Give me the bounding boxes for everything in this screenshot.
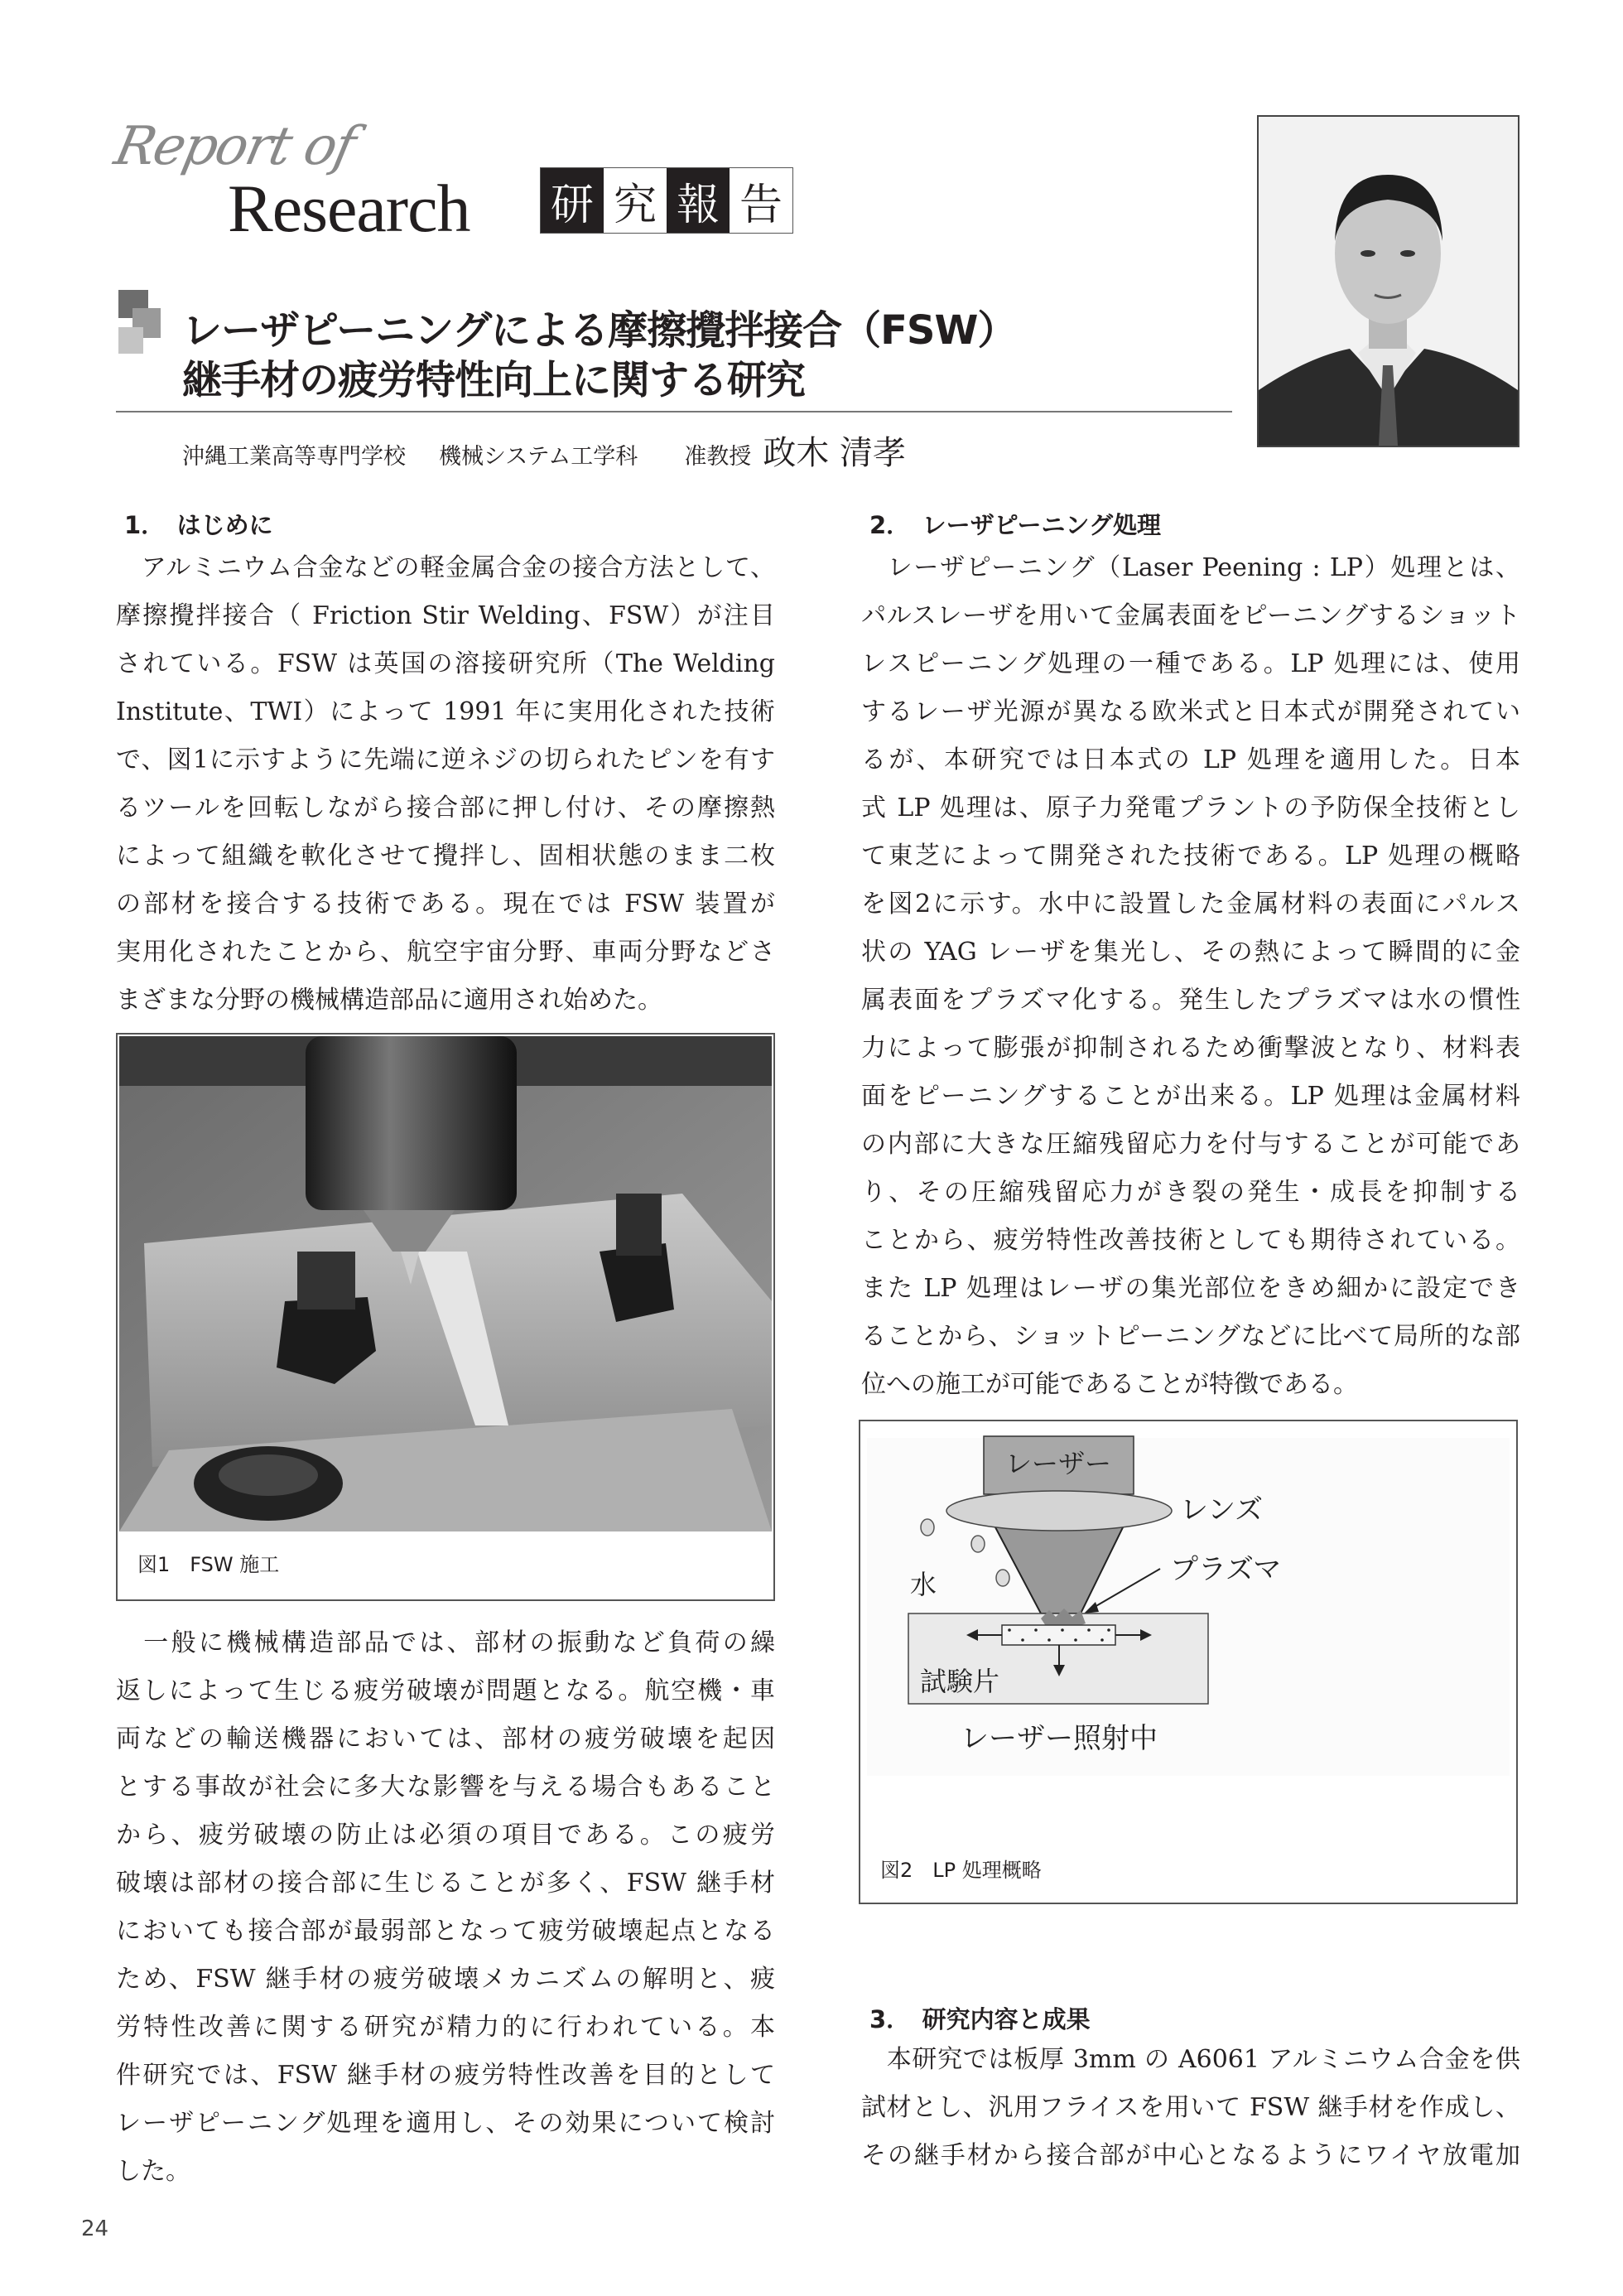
text-line: においても接合部が最弱部となって疲労破壊起点となる [116,1917,775,1946]
text-line: るが、本研究では日本式の LP 処理を適用した。日本 [861,745,1520,774]
school-name: 沖縄工業高等専門学校 [182,444,406,470]
figure-2-caption: 図2 LP 処理概略 [880,1859,1042,1882]
text-line: その継手材から接合部が中心となるようにワイヤ放電加 [861,2141,1520,2170]
text-line: ため、FSW 継手材の疲労破壊メカニズムの解明と、疲 [116,1965,775,1994]
text-line: また LP 処理はレーザの集光部位をきめ細かに設定でき [861,1274,1520,1303]
text-line: とする事故が社会に多大な影響を与える場合もあること [116,1773,775,1802]
text-line: 一般に機械構造部品では、部材の振動など負荷の繰 [116,1628,775,1657]
page-number: 24 [81,2216,109,2241]
text-line: を図2に示す。水中に設置した金属材料の表面にパルス [861,890,1520,919]
text-line: 状の YAG レーザを集光し、その熱によって瞬間的に金 [861,938,1520,967]
badge-char: 告 [730,168,792,233]
figure-1 [116,1033,775,1601]
laser-irradiating-label: レーザー照射中 [961,1722,1158,1755]
research-logo: Research [228,171,470,246]
title-divider [116,411,1232,412]
section-3-paragraph-1 [861,2036,1520,2180]
badge-char: 究 [604,168,667,233]
text-line: 位への施工が可能であることが特徴である。 [861,1370,1358,1399]
author-name: 政木 清孝 [763,434,907,472]
department-name: 機械システム工学科 [439,444,638,470]
text-line: パルスレーザを用いて金属表面をピーニングするショット [861,601,1520,630]
lp-process-diagram [860,1421,1516,1811]
text-line: ることから、ショットピーニングなどに比べて局所的な部 [861,1322,1520,1351]
text-line: から、疲労破壊の防止は必須の項目である。この疲労 [116,1821,775,1850]
laser-label: レーザー [1004,1448,1112,1479]
specimen-label: 試験片 [920,1666,1000,1697]
text-line: 式 LP 処理は、原子力発電プラントの予防保全技術とし [861,793,1520,822]
text-line: 実用化されたことから、航空宇宙分野、車両分野などさ [116,938,775,967]
section-2-heading: 2． レーザピーニング処理 [869,511,1161,539]
text-line: によって組織を軟化させて攪拌し、固相状態のまま二枚 [116,842,775,871]
text-line: て東芝によって開発された技術である。LP 処理の概略 [861,842,1520,871]
badge-char: 報 [667,168,730,233]
text-line: まざまな分野の機械構造部品に適用され始めた。 [116,986,662,1015]
text-line: 面をピーニングすることが出来る。LP 処理は金属材料 [861,1082,1520,1111]
text-line: 属表面をプラズマ化する。発生したプラズマは水の慣性 [861,986,1520,1015]
research-report-badge [540,167,793,234]
text-line: り、その圧縮残留応力がき裂の発生・成長を抑制する [861,1178,1520,1207]
section-1-paragraph-1 [116,544,775,1025]
author-portrait [1257,115,1519,447]
text-line: されている。FSW は英国の溶接研究所（The Welding [116,649,775,678]
text-line: の内部に大きな圧縮残留応力を付与することが可能であ [861,1130,1520,1159]
author-affiliation [182,427,906,474]
section-3-heading: 3． 研究内容と成果 [869,2005,1091,2033]
text-line: レスピーニング処理の一種である。LP 処理には、使用 [861,649,1520,678]
section-1-paragraph-2 [116,1619,775,2196]
text-line: 摩擦攪拌接合（ Friction Stir Welding、FSW）が注目 [116,601,775,630]
text-line: 力によって膨張が抑制されるため衝撃波となり、材料表 [861,1034,1520,1063]
text-line: 試材とし、汎用フライスを用いて FSW 継手材を作成し、 [861,2093,1520,2122]
section-2-paragraph-1 [861,544,1520,1409]
text-line: するレーザ光源が異なる欧米式と日本式が開発されてい [861,697,1520,726]
figure-2 [859,1420,1518,1904]
text-line: で、図1に示すように先端に逆ネジの切られたピンを有す [116,745,775,774]
text-line: るツールを回転しながら接合部に押し付け、その摩擦熱 [116,793,775,822]
text-line: アルミニウム合金などの軽金属合金の接合方法として、 [116,553,775,582]
badge-char: 研 [541,168,604,233]
plasma-label: プラズマ [1170,1553,1282,1586]
fsw-photo [119,1036,772,1531]
article-title-line1: レーザピーニングによる摩擦攪拌接合（FSW） [182,307,1017,354]
text-line: ことから、疲労特性改善技術としても期待されている。 [861,1226,1520,1255]
text-line: Institute、TWI）によって 1991 年に実用化された技術 [116,697,775,726]
text-line: 両などの輸送機器においては、部材の疲労破壊を起因 [116,1724,775,1753]
lens-label: レンズ [1180,1493,1264,1527]
text-line: 件研究では、FSW 継手材の疲労特性改善を目的として [116,2061,775,2090]
section-1-heading: 1． はじめに [124,511,273,539]
article-title-line2: 継手材の疲労特性向上に関する研究 [182,357,806,403]
text-line: 返しによって生じる疲労破壊が問題となる。航空機・車 [116,1676,775,1705]
text-line: した。 [116,2157,190,2186]
water-label: 水 [910,1569,937,1600]
text-line: 労特性改善に関する研究が精力的に行われている。本 [116,2013,775,2042]
text-line: の部材を接合する技術である。現在では FSW 装置が [116,890,775,919]
text-line: レーザピーニング（Laser Peening : LP）処理とは、 [861,553,1520,582]
report-of-script-logo: Report of [109,116,360,177]
text-line: 本研究では板厚 3mm の A6061 アルミニウム合金を供 [861,2045,1520,2074]
text-line: レーザピーニング処理を適用し、その効果について検討 [116,2109,775,2138]
figure-1-caption: 図1 FSW 施工 [137,1553,280,1576]
author-position: 准教授 [684,444,752,470]
text-line: 破壊は部材の接合部に生じることが多く、FSW 継手材 [116,1869,775,1898]
